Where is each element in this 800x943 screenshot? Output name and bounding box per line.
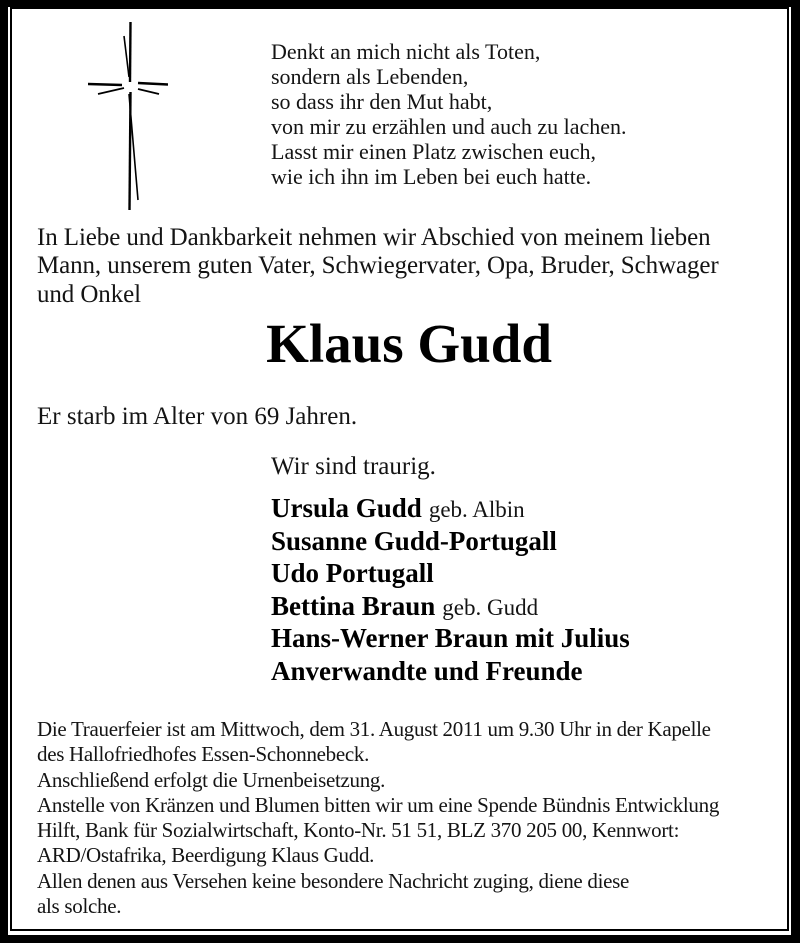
mourner-row bbox=[271, 493, 637, 526]
poem-line: Denkt an mich nicht als Toten, bbox=[271, 39, 541, 64]
mourner-name: Ursula Gudd bbox=[271, 493, 422, 523]
cross-icon bbox=[88, 20, 168, 212]
funeral-details-line: Allen denen aus Versehen keine besondere Nachricht zuging, diene diese bbox=[37, 868, 630, 893]
age-statement: Er starb im Alter von 69 Jahren. bbox=[37, 403, 358, 430]
mourner-row bbox=[271, 558, 637, 591]
funeral-details-line: Die Trauerfeier ist am Mittwoch, dem 31. August 2011 um 9.30 Uhr in der Kapelle bbox=[37, 717, 711, 741]
farewell-line: In Liebe und Dankbarkeit nehmen wir Abschied von meinem lieben bbox=[37, 224, 711, 251]
mourning-statement: Wir sind traurig. bbox=[271, 453, 436, 480]
deceased-name-heading: Klaus Gudd bbox=[266, 313, 552, 374]
mourner-row bbox=[271, 656, 637, 689]
poem-line: sondern als Lebenden, bbox=[271, 64, 469, 89]
mourner-name: Anverwandte und Freunde bbox=[271, 655, 583, 686]
mourner-row bbox=[271, 526, 637, 559]
farewell-paragraph bbox=[37, 224, 719, 309]
mourners-list bbox=[271, 493, 637, 688]
frame-band-left bbox=[0, 0, 8, 943]
frame-band-top bbox=[0, 0, 800, 7]
mourner-birth-name: geb. Gudd bbox=[442, 594, 539, 620]
memorial-poem bbox=[271, 39, 627, 189]
mourner-birth-name: geb. Albin bbox=[428, 497, 525, 522]
funeral-details-line: Hilft, Bank für Sozialwirtschaft, Konto-Nr. 51 51, BLZ 370 205 00, Kennwort: bbox=[37, 818, 680, 843]
frame-band-bottom bbox=[0, 935, 800, 943]
poem-line: Lasst mir einen Platz zwischen euch, bbox=[271, 139, 597, 164]
poem-line: so dass ihr den Mut habt, bbox=[271, 89, 493, 114]
poem-line: wie ich ihn im Leben bei euch hatte. bbox=[271, 164, 592, 189]
mourner-name: Hans-Werner Braun mit Julius bbox=[271, 623, 630, 653]
funeral-details-line: Anschließend erfolgt die Urnenbeisetzung. bbox=[37, 767, 386, 792]
farewell-line: Mann, unserem guten Vater, Schwiegervater, Opa, Bruder, Schwager bbox=[37, 252, 719, 280]
funeral-details-line: ARD/Ostafrika, Beerdigung Klaus Gudd. bbox=[37, 843, 375, 868]
poem-line: von mir zu erzählen und auch zu lachen. bbox=[271, 114, 627, 139]
funeral-details-line: des Hallofriedhofes Essen-Schonnebeck. bbox=[37, 742, 370, 767]
mourner-name: Susanne Gudd-Portugall bbox=[271, 525, 557, 556]
funeral-details-line: Anstelle von Kränzen und Blumen bitten wir um eine Spende Bündnis Entwicklung bbox=[37, 792, 720, 817]
mourner-row bbox=[271, 591, 637, 624]
mourner-row bbox=[271, 623, 637, 656]
funeral-details bbox=[37, 717, 719, 919]
mourner-name: Bettina Braun bbox=[271, 590, 436, 621]
funeral-details-line: als solche. bbox=[37, 894, 122, 919]
mourner-name: Udo Portugall bbox=[271, 558, 434, 588]
frame-band-right bbox=[791, 0, 800, 943]
farewell-line: und Onkel bbox=[37, 280, 141, 308]
